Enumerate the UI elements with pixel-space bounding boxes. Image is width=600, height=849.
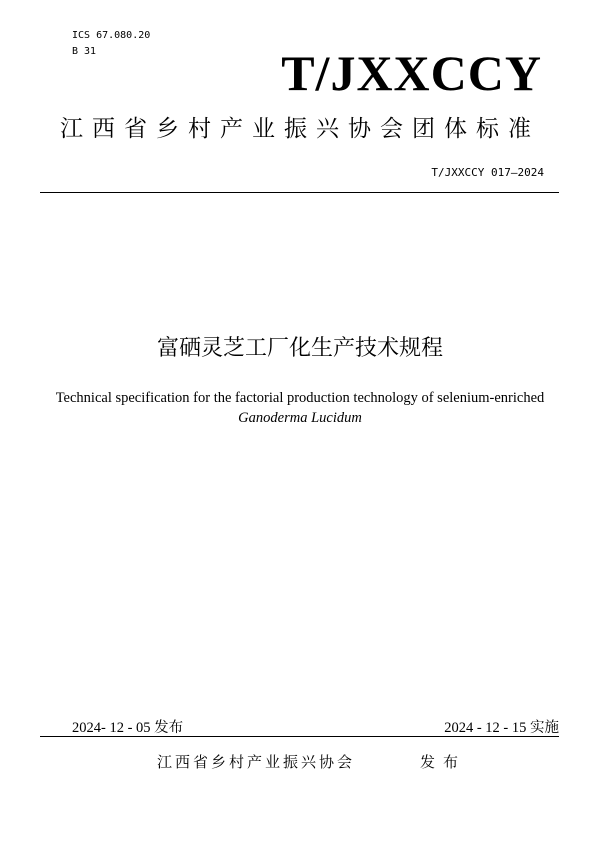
document-title-english-species: Ganoderma Lucidum <box>238 410 362 426</box>
standard-code-heading: T/JXXCCY <box>281 45 542 101</box>
issue-label: 发布 <box>420 753 467 771</box>
issuing-organization: 江西省乡村产业振兴协会 <box>157 753 356 771</box>
footer-divider <box>40 736 559 737</box>
ics-code: ICS 67.080.20 <box>72 30 151 41</box>
standard-number: T/JXXCCY 017—2024 <box>431 166 544 179</box>
implementation-date: 2024 - 12 - 15 实施 <box>444 720 559 736</box>
ccs-code: B 31 <box>72 46 97 57</box>
organization-standard-header: 江西省乡村产业振兴协会团体标准 <box>60 116 540 142</box>
document-title-english: Technical specification for the factorial production technology of selenium-enriched <box>55 390 545 406</box>
document-title-chinese: 富硒灵芝工厂化生产技术规程 <box>156 336 443 361</box>
header-divider <box>40 192 559 193</box>
publication-date: 2024- 12 - 05 发布 <box>72 720 184 736</box>
